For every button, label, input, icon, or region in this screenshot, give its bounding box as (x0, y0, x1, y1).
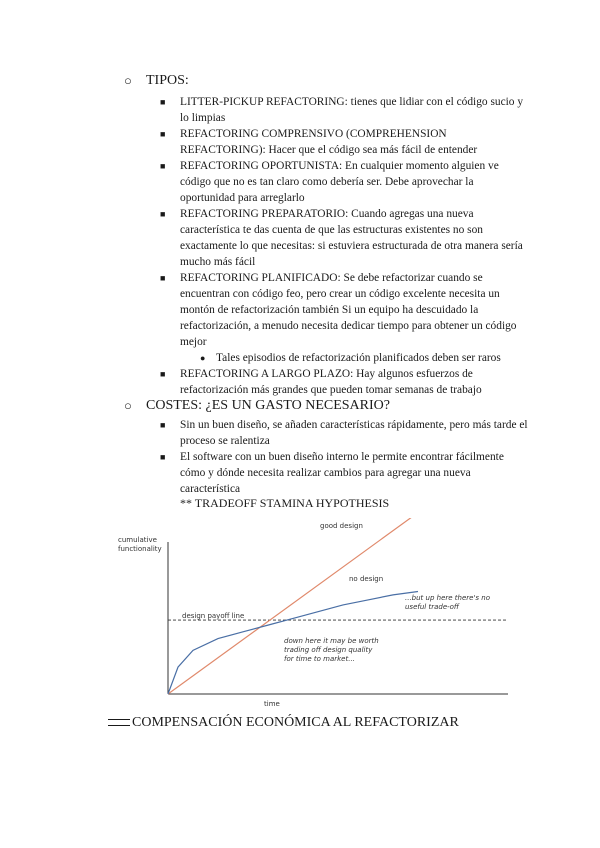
section-title: COSTES: ¿ES UN GASTO NECESARIO? (146, 398, 390, 413)
list-item-text: Sin un buen diseño, se añaden características rápidamente, pero más tarde el proceso se ralentiza (180, 419, 528, 447)
square-bullet-icon: ■ (160, 129, 166, 139)
annotation-below: for time to market... (284, 655, 355, 663)
list-item-text: LITTER-PICKUP REFACTORING: tienes que lidiar con el código sucio y lo limpias (180, 96, 524, 124)
annotation-below: down here it may be worth (284, 637, 379, 645)
circle-bullet-icon: ○ (124, 73, 132, 88)
square-bullet-icon: ■ (160, 161, 166, 171)
list-item-text: El software con un buen diseño interno le permite encontrar fácilmente cómo y dónde necesita realizar cambios para agregar una nueva característica (180, 451, 504, 495)
list-item-text: REFACTORING PREPARATORIO: Cuando agregas una nueva característica te das cuenta de que las estructuras existentes no son exactamente lo que necesitas: si estuviera estructurada de otra manera sería mucho más fácil (180, 208, 523, 268)
series-line-good-design (168, 518, 418, 694)
tradeoff-chart (108, 518, 528, 710)
list-item-text: REFACTORING A LARGO PLAZO: Hay algunos esfuerzos de refactorización más grandes que pueden tomar semanas de trabajo (180, 368, 482, 396)
circle-bullet-icon: ○ (124, 398, 132, 413)
list-item-text: REFACTORING COMPRENSIVO (COMPREHENSION REFACTORING): Hacer que el código sea más fácil de entender (180, 128, 478, 156)
square-bullet-icon: ■ (160, 452, 166, 462)
list-item-text: REFACTORING PLANIFICADO: Se debe refactorizar cuando se encuentran con código feo, pero crear un código excelente necesita un montón de refactorización también Si un equipo ha descuidado la refactorización, a menudo necesita dedicar tiempo para obtener un código mejor (180, 272, 517, 348)
heading-compensacion (108, 714, 459, 732)
square-bullet-icon: ■ (160, 420, 166, 430)
square-bullet-icon: ■ (160, 97, 166, 107)
square-bullet-icon: ■ (160, 369, 166, 379)
annotation-above: useful trade-off (405, 603, 459, 611)
y-axis-label: functionality (118, 545, 162, 553)
y-axis-label: cumulative (118, 536, 157, 544)
x-axis-label: time (264, 700, 280, 708)
annotation-below: trading off design quality (284, 646, 373, 654)
square-bullet-icon: ■ (160, 273, 166, 283)
heading-marker-icon (108, 719, 130, 726)
sub-list-item-text: Tales episodios de refactorización planificados deben ser raros (216, 352, 501, 364)
square-bullet-icon: ■ (160, 209, 166, 219)
payoff-line-label: design payoff line (182, 612, 245, 621)
list-item-text: REFACTORING OPORTUNISTA: En cualquier momento alguien ve código que no es tan claro como debería ser. Debe aprovechar la oportunidad para arreglarlo (180, 160, 499, 204)
heading-text: COMPENSACIÓN ECONÓMICA AL REFACTORIZAR (132, 715, 459, 730)
annotation-above: ...but up here there's no (405, 594, 490, 602)
series-label-no-design: no design (349, 575, 384, 583)
tradeoff-note: ** TRADEOFF STAMINA HYPOTHESIS (180, 496, 390, 510)
series-label-good-design: good design (320, 522, 363, 530)
section-title: TIPOS: (146, 73, 189, 88)
dot-bullet-icon: ● (200, 353, 206, 363)
